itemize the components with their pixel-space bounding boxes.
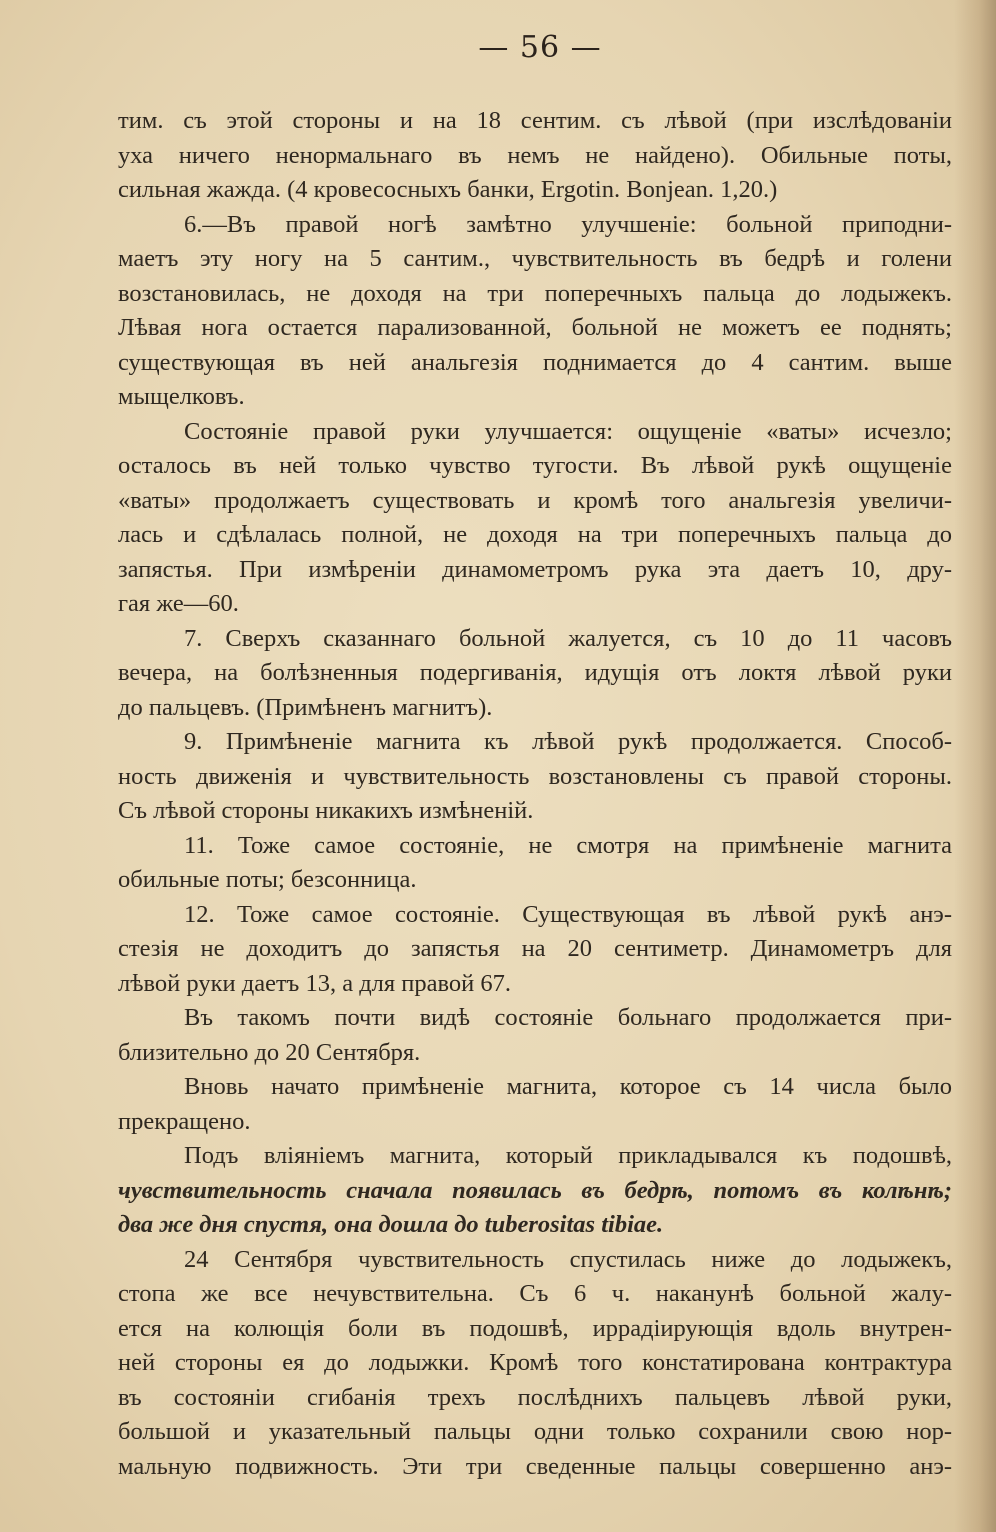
text-line: Въ такомъ почти видѣ состояніе больнаго продолжается при- xyxy=(184,1004,952,1031)
text-line: два же дня спустя, она дошла до tuberositas tibiae. xyxy=(118,1211,664,1238)
text-line: ней стороны ея до лодыжки. Кромѣ того констатирована контрактура xyxy=(118,1349,952,1376)
text-line: ется на колющія боли въ подошвѣ, иррадіирующія вдоль внутрен- xyxy=(118,1314,952,1342)
text-line: лась и сдѣлалась полной, не доходя на три поперечныхъ пальца до xyxy=(118,521,952,548)
page-number: — 56 — xyxy=(478,30,602,65)
text-line: до пальцевъ. (Примѣненъ магнитъ). xyxy=(118,693,493,721)
text-line: ность движенія и чувствительность возстановлены съ правой стороны. xyxy=(118,762,952,790)
text-line: существующая въ ней анальгезія поднимается до 4 сантим. выше xyxy=(118,348,952,376)
text-line: осталось въ ней только чувство тугости. Въ лѣвой рукѣ ощущеніе xyxy=(118,452,952,479)
text-line: 12. Тоже самое состояніе. Существующая въ лѣвой рукѣ анэ- xyxy=(184,900,952,928)
text-line: въ состояніи сгибанія трехъ послѣднихъ пальцевъ лѣвой руки, xyxy=(118,1383,952,1411)
text-line: близительно до 20 Сентября. xyxy=(118,1038,421,1066)
text-line: уха ничего ненормальнаго въ немъ не найдено). Обильные поты, xyxy=(118,141,952,169)
text-line: прекращено. xyxy=(118,1107,251,1135)
text-line: лѣвой руки даетъ 13, а для правой 67. xyxy=(118,969,512,997)
text-line: 11. Тоже самое состояніе, не смотря на примѣненіе магнита xyxy=(184,831,952,859)
text-line: обильные поты; безсонница. xyxy=(118,866,417,893)
text-line: запястья. При измѣреніи динамометромъ рука эта даетъ 10, дру- xyxy=(118,555,952,583)
text-line: возстановилась, не доходя на три поперечныхъ пальца до лодыжекъ. xyxy=(118,279,952,307)
text-line: мальную подвижность. Эти три сведенные пальцы совершенно анэ- xyxy=(118,1452,952,1480)
text-line: 9. Примѣненіе магнита къ лѣвой рукѣ продолжается. Способ- xyxy=(184,728,952,755)
text-line: Подъ вліяніемъ магнита, который прикладывался къ подошвѣ, xyxy=(184,1142,952,1169)
text-line: сильная жажда. (4 кровесосныхъ банки, Ergotin. Bonjean. 1,20.) xyxy=(118,176,778,203)
text-line: Съ лѣвой стороны никакихъ измѣненій. xyxy=(118,797,534,824)
body-text xyxy=(118,104,952,1484)
text-line: «ваты» продолжаетъ существовать и кромѣ того анальгезія увеличи- xyxy=(118,486,952,514)
text-line: тим. съ этой стороны и на 18 сентим. съ лѣвой (при изслѣдованіи xyxy=(118,107,952,134)
text-line: 7. Сверхъ сказаннаго больной жалуется, съ 10 до 11 часовъ xyxy=(184,624,952,652)
page-edge-shadow xyxy=(954,0,996,1532)
text-line: 6.—Въ правой ногѣ замѣтно улучшеніе: больной приподни- xyxy=(184,210,952,238)
text-line: стопа же все нечувствительна. Съ 6 ч. наканунѣ больной жалу- xyxy=(118,1280,952,1307)
text-line: Лѣвая нога остается парализованной, больной не можетъ ее поднять; xyxy=(118,314,952,341)
text-line: вечера, на болѣзненныя подергиванія, идущія отъ локтя лѣвой руки xyxy=(118,659,952,686)
text-line: маетъ эту ногу на 5 сантим., чувствительность въ бедрѣ и голени xyxy=(118,245,952,272)
text-line: стезія не доходитъ до запястья на 20 сентиметр. Динамометръ для xyxy=(118,935,952,962)
text-line: гая же—60. xyxy=(118,590,239,617)
text-line: мыщелковъ. xyxy=(118,383,245,410)
text-line: Состояніе правой руки улучшается: ощущеніе «ваты» исчезло; xyxy=(184,417,952,445)
text-line: чувствительность сначала появилась въ бедрѣ, потомъ въ колѣнѣ; xyxy=(118,1176,952,1204)
text-line: Вновь начато примѣненіе магнита, которое съ 14 числа было xyxy=(184,1073,952,1100)
text-line: 24 Сентября чувствительность спустилась ниже до лодыжекъ, xyxy=(184,1245,952,1273)
text-line: большой и указательный пальцы одни только сохранили свою нор- xyxy=(118,1418,952,1445)
